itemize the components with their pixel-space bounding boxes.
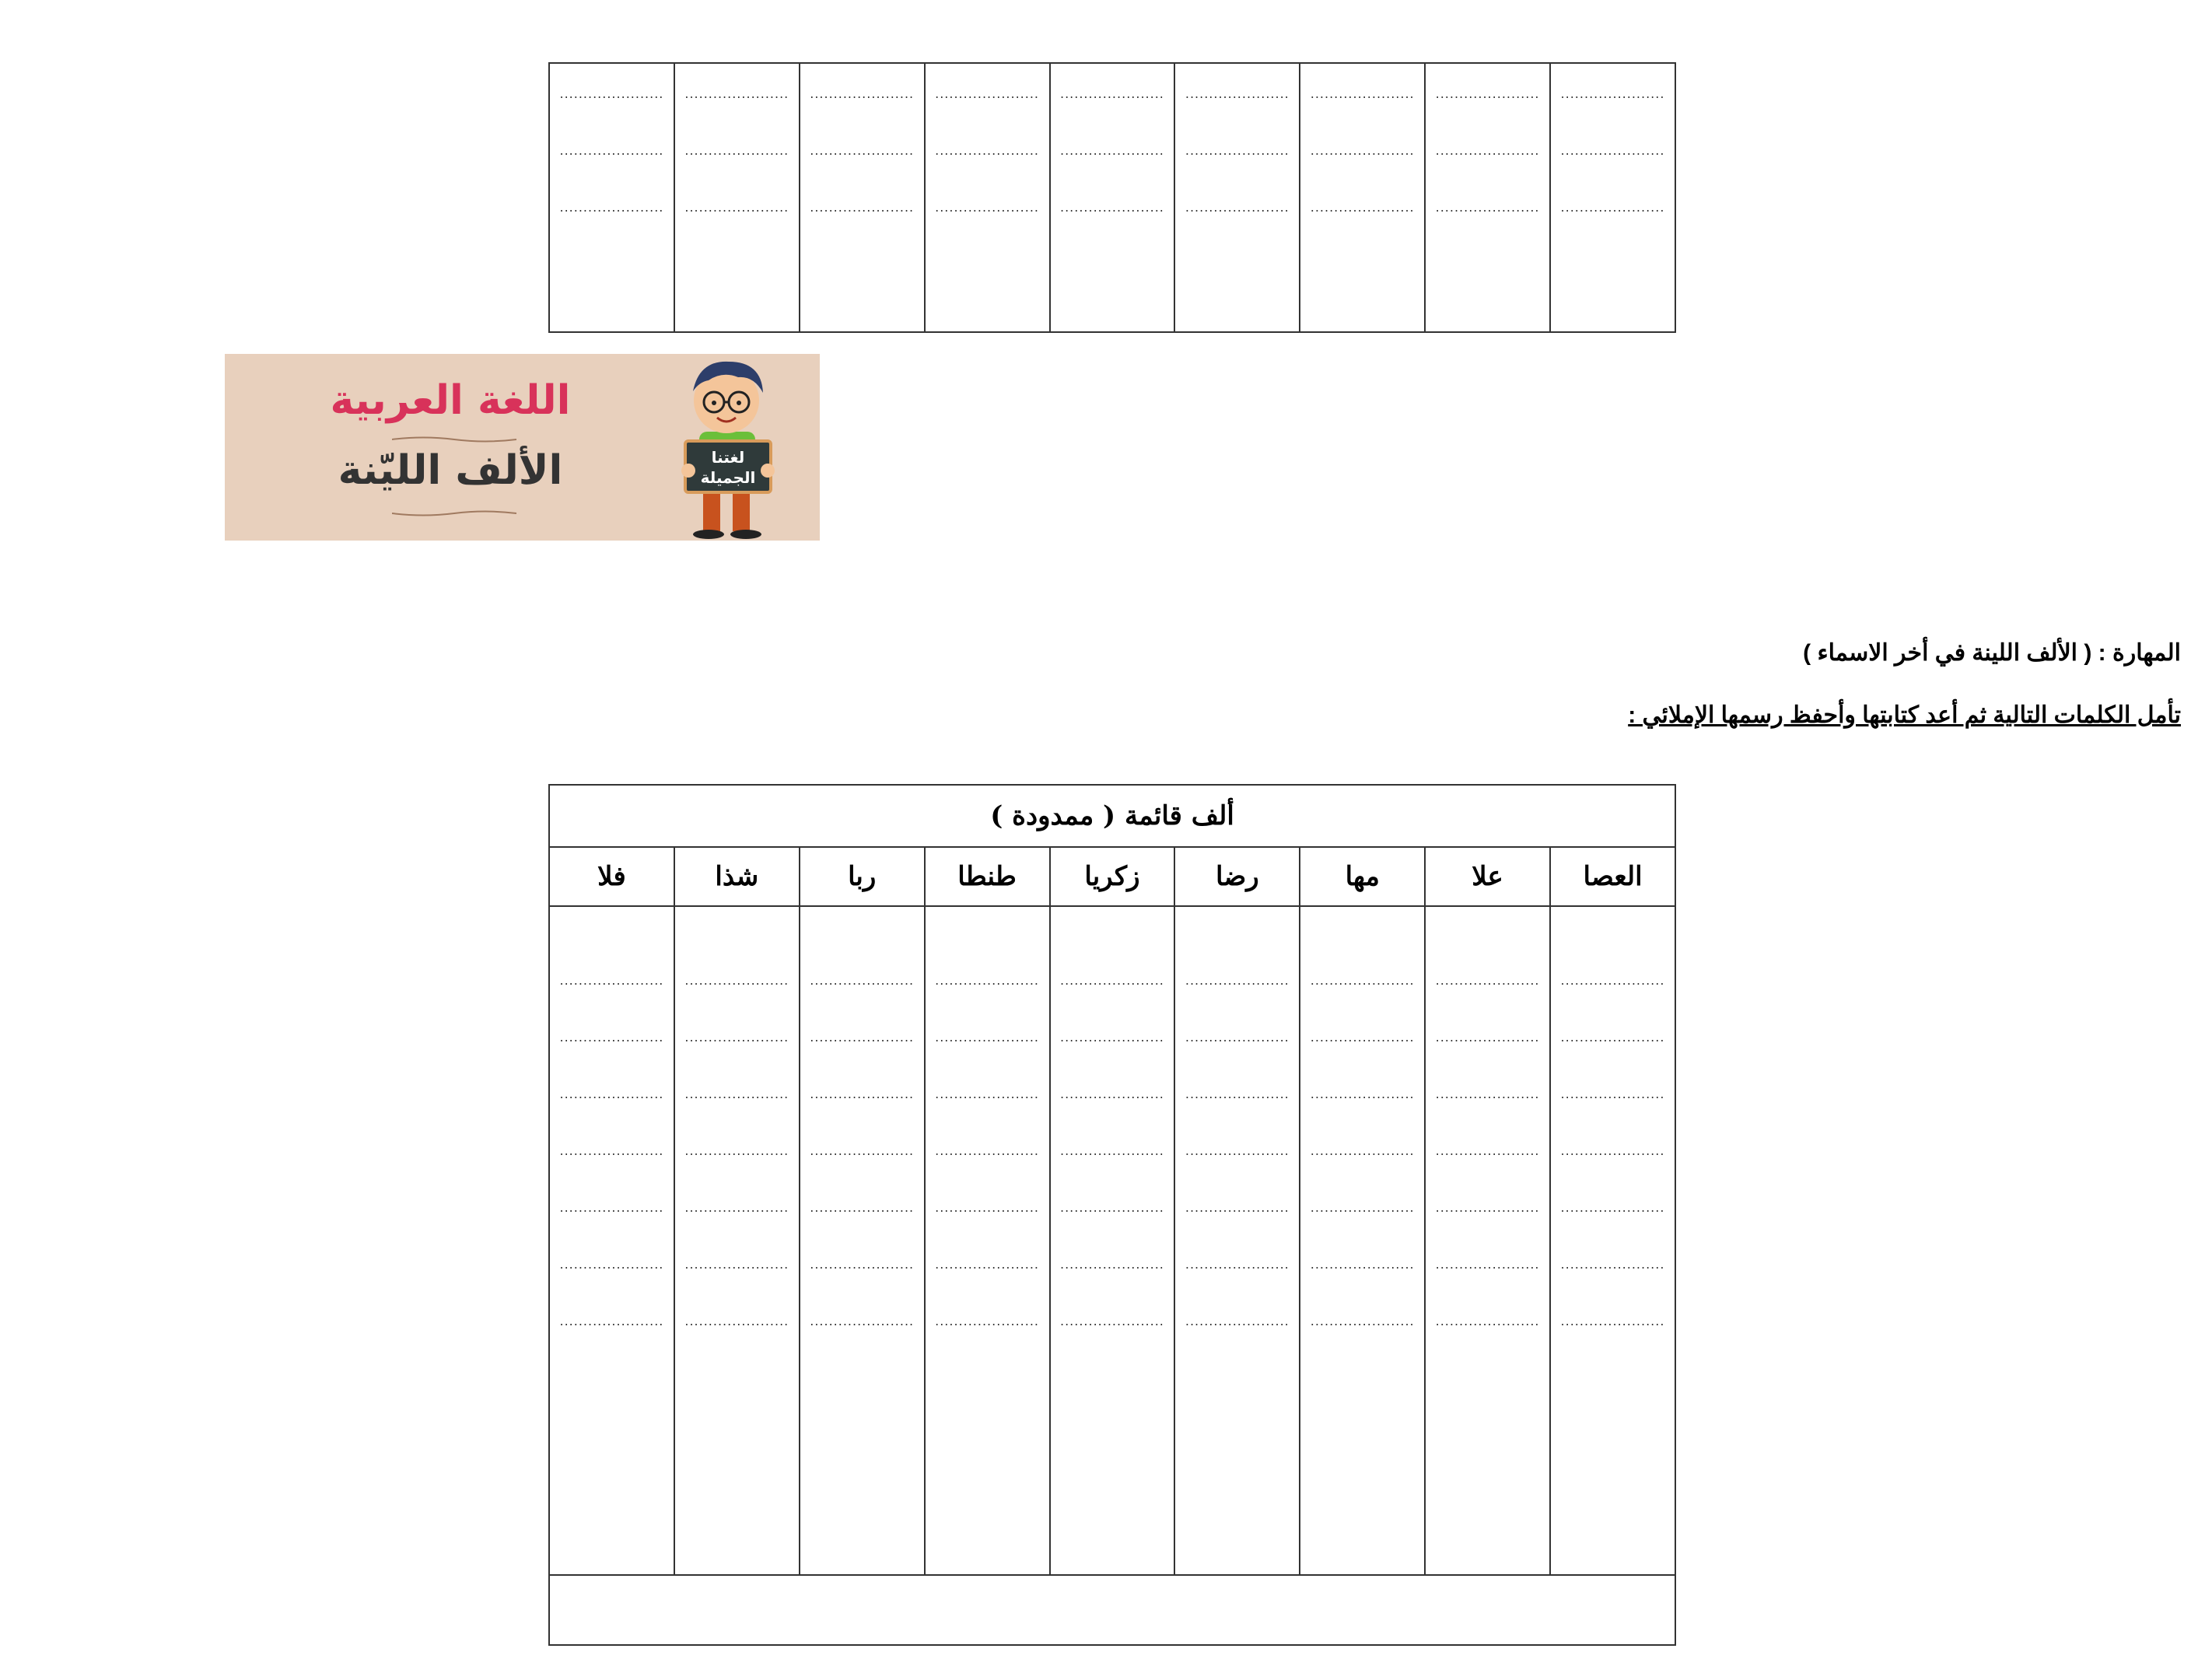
writing-line[interactable]: ...................... — [684, 1257, 789, 1272]
writing-line[interactable]: ...................... — [1435, 200, 1540, 215]
writing-line[interactable]: ...................... — [559, 1314, 664, 1328]
writing-line[interactable]: ...................... — [1560, 1314, 1665, 1328]
writing-line[interactable]: ...................... — [684, 143, 789, 158]
writing-line[interactable]: ...................... — [935, 1143, 1039, 1158]
writing-line[interactable]: ...................... — [810, 1314, 915, 1328]
word-cell: علا — [1425, 847, 1550, 906]
writing-line[interactable]: ...................... — [1059, 86, 1164, 101]
writing-line[interactable]: ...................... — [1059, 1030, 1164, 1045]
practice-cell — [800, 906, 925, 1575]
writing-line[interactable]: ...................... — [1310, 200, 1415, 215]
writing-line[interactable]: ...................... — [684, 1200, 789, 1215]
top-practice-table — [548, 62, 1676, 333]
writing-line[interactable]: ...................... — [1435, 1200, 1540, 1215]
writing-line[interactable]: ...................... — [1185, 86, 1290, 101]
writing-line[interactable]: ...................... — [1310, 1030, 1415, 1045]
writing-line[interactable]: ...................... — [1435, 1087, 1540, 1101]
writing-line[interactable]: ...................... — [684, 973, 789, 988]
writing-line[interactable]: ...................... — [1185, 143, 1290, 158]
writing-line[interactable]: ...................... — [1185, 1143, 1290, 1158]
ornament-divider — [392, 509, 516, 517]
practice-cell — [925, 906, 1050, 1575]
writing-line[interactable]: ...................... — [684, 86, 789, 101]
word-cell: ربا — [800, 847, 925, 906]
writing-line[interactable]: ...................... — [810, 200, 915, 215]
word-cell: فلا — [549, 847, 674, 906]
writing-line[interactable]: ...................... — [935, 143, 1039, 158]
writing-line[interactable]: ...................... — [684, 1087, 789, 1101]
practice-cell — [674, 906, 800, 1575]
writing-line[interactable]: ...................... — [810, 1030, 915, 1045]
writing-line[interactable]: ...................... — [1185, 1030, 1290, 1045]
writing-line[interactable]: ...................... — [1310, 86, 1415, 101]
writing-line[interactable]: ...................... — [1059, 973, 1164, 988]
writing-line[interactable]: ...................... — [1185, 1200, 1290, 1215]
writing-line[interactable]: ...................... — [1435, 86, 1540, 101]
writing-line[interactable]: ...................... — [1310, 1200, 1415, 1215]
writing-line[interactable]: ...................... — [1185, 973, 1290, 988]
writing-line[interactable]: ...................... — [1310, 1087, 1415, 1101]
top-practice-cell — [1174, 63, 1300, 332]
writing-line[interactable]: ...................... — [1310, 1257, 1415, 1272]
writing-line[interactable]: ...................... — [935, 973, 1039, 988]
writing-line[interactable]: ...................... — [1185, 200, 1290, 215]
writing-line[interactable]: ...................... — [935, 200, 1039, 215]
writing-line[interactable]: ...................... — [559, 1030, 664, 1045]
writing-line[interactable]: ...................... — [1435, 1314, 1540, 1328]
top-practice-cell — [1550, 63, 1675, 332]
writing-line[interactable]: ...................... — [1435, 1030, 1540, 1045]
writing-line[interactable]: ...................... — [559, 973, 664, 988]
writing-line[interactable]: ...................... — [810, 1200, 915, 1215]
banner-subtitle: الألف الليّنة — [338, 447, 563, 494]
table-title: ألف قائمة ( ممدودة ) — [549, 785, 1675, 847]
top-practice-cell — [1300, 63, 1425, 332]
writing-line[interactable]: ...................... — [559, 1257, 664, 1272]
word-cell: مها — [1300, 847, 1425, 906]
writing-line[interactable]: ...................... — [1059, 1314, 1164, 1328]
writing-line[interactable]: ...................... — [1310, 143, 1415, 158]
writing-line[interactable]: ...................... — [1435, 143, 1540, 158]
writing-line[interactable]: ...................... — [684, 200, 789, 215]
writing-line[interactable]: ...................... — [1560, 1087, 1665, 1101]
writing-line[interactable]: ...................... — [559, 1143, 664, 1158]
writing-line[interactable]: ...................... — [1059, 1087, 1164, 1101]
writing-line[interactable]: ...................... — [1059, 200, 1164, 215]
practice-cell — [1550, 906, 1675, 1575]
writing-line[interactable]: ...................... — [1185, 1087, 1290, 1101]
writing-line[interactable]: ...................... — [1560, 200, 1665, 215]
sign-text-line2: الجميلة — [700, 468, 756, 487]
writing-line[interactable]: ...................... — [810, 1143, 915, 1158]
writing-line[interactable]: ...................... — [1560, 973, 1665, 988]
word-cell: رضا — [1174, 847, 1300, 906]
top-practice-cell — [1050, 63, 1175, 332]
writing-line[interactable]: ...................... — [1560, 86, 1665, 101]
top-practice-cell — [800, 63, 925, 332]
writing-line[interactable]: ...................... — [935, 1257, 1039, 1272]
practice-cell — [1050, 906, 1175, 1575]
top-practice-cell — [925, 63, 1050, 332]
writing-line[interactable]: ...................... — [935, 1030, 1039, 1045]
writing-line[interactable]: ...................... — [684, 1143, 789, 1158]
sign-text-line1: لغتنا — [711, 448, 745, 467]
lesson-banner — [225, 354, 820, 541]
instruction-text: تأمل الكلمات التالية ثم أعد كتابتها وأحفظ رسمها الإملائي : — [1628, 702, 2181, 728]
writing-line[interactable]: ...................... — [1185, 1257, 1290, 1272]
practice-cell — [1425, 906, 1550, 1575]
writing-line[interactable]: ...................... — [1059, 143, 1164, 158]
table-footer-row — [549, 1575, 1675, 1645]
writing-line[interactable]: ...................... — [1310, 1143, 1415, 1158]
writing-line[interactable]: ...................... — [559, 86, 664, 101]
writing-line[interactable]: ...................... — [810, 86, 915, 101]
writing-line[interactable]: ...................... — [1310, 973, 1415, 988]
writing-line[interactable]: ...................... — [559, 1087, 664, 1101]
writing-line[interactable]: ...................... — [559, 200, 664, 215]
skill-heading: المهارة : ( الألف اللينة في أخر الاسماء ) — [1803, 640, 2181, 666]
word-cell: شذا — [674, 847, 800, 906]
writing-line[interactable]: ...................... — [1560, 1200, 1665, 1215]
writing-line[interactable]: ...................... — [1059, 1143, 1164, 1158]
writing-line[interactable]: ...................... — [1185, 1314, 1290, 1328]
practice-cell — [1174, 906, 1300, 1575]
writing-line[interactable]: ...................... — [1560, 1143, 1665, 1158]
writing-line[interactable]: ...................... — [1435, 1257, 1540, 1272]
writing-line[interactable]: ...................... — [1310, 1314, 1415, 1328]
top-practice-cell — [674, 63, 800, 332]
writing-line[interactable]: ...................... — [1435, 1143, 1540, 1158]
writing-line[interactable]: ...................... — [935, 1087, 1039, 1101]
ornament-divider — [392, 436, 516, 443]
banner-title: اللغة العربية — [330, 377, 571, 424]
writing-line[interactable]: ...................... — [810, 1257, 915, 1272]
writing-line[interactable]: ...................... — [684, 1314, 789, 1328]
practice-cell — [549, 906, 674, 1575]
writing-line[interactable]: ...................... — [810, 973, 915, 988]
writing-line[interactable]: ...................... — [1059, 1200, 1164, 1215]
writing-line[interactable]: ...................... — [810, 1087, 915, 1101]
writing-line[interactable]: ...................... — [559, 1200, 664, 1215]
word-cell: طنطا — [925, 847, 1050, 906]
top-practice-cell — [549, 63, 674, 332]
writing-line[interactable]: ...................... — [1560, 1030, 1665, 1045]
top-practice-cell — [1425, 63, 1550, 332]
practice-cell — [1300, 906, 1425, 1575]
writing-line[interactable]: ...................... — [935, 1200, 1039, 1215]
writing-line[interactable]: ...................... — [1560, 143, 1665, 158]
writing-line[interactable]: ...................... — [935, 1314, 1039, 1328]
writing-line[interactable]: ...................... — [559, 143, 664, 158]
writing-line[interactable]: ...................... — [810, 143, 915, 158]
writing-line[interactable]: ...................... — [1059, 1257, 1164, 1272]
word-cell: العصا — [1550, 847, 1675, 906]
cartoon-boy-illustration — [637, 354, 816, 541]
word-cell: زكريا — [1050, 847, 1175, 906]
writing-line[interactable]: ...................... — [1560, 1257, 1665, 1272]
writing-line[interactable]: ...................... — [1435, 973, 1540, 988]
word-practice-table — [548, 784, 1676, 1646]
writing-line[interactable]: ...................... — [684, 1030, 789, 1045]
writing-line[interactable]: ...................... — [935, 86, 1039, 101]
